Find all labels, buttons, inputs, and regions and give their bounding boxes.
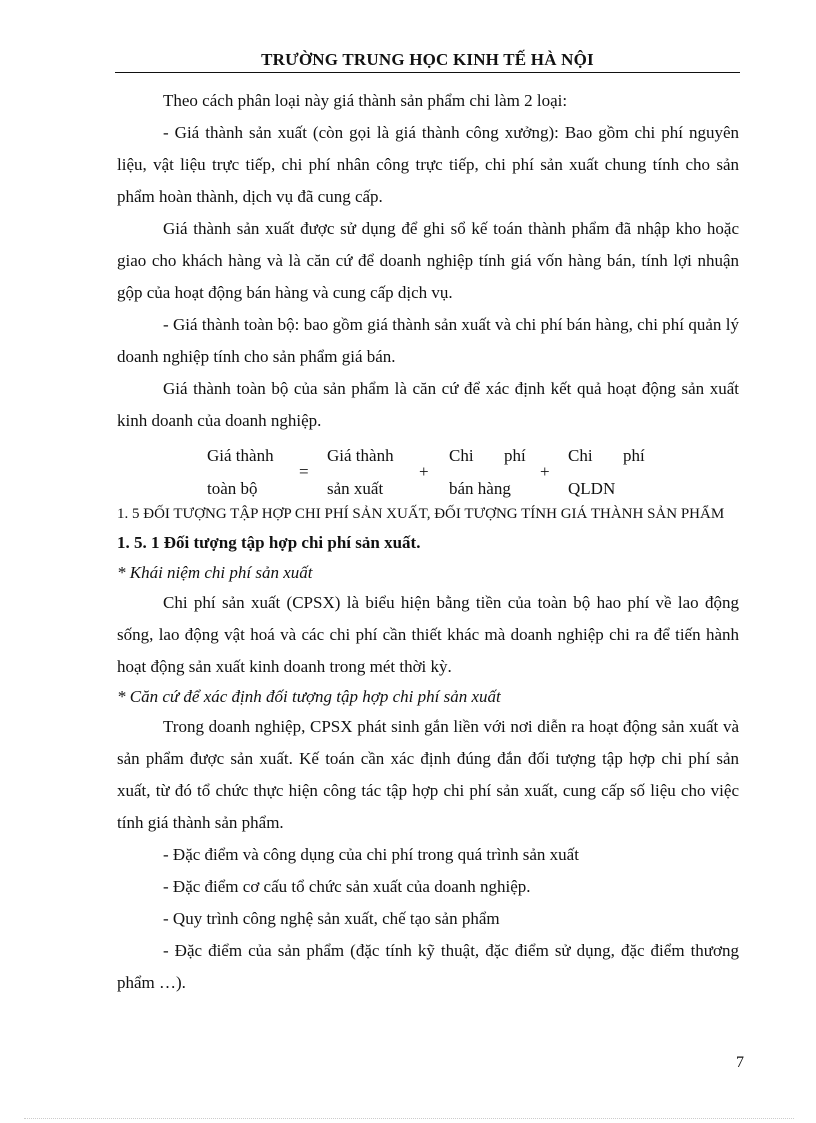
paragraph: Giá thành toàn bộ của sản phẩm là căn cứ để xác định kết quả hoạt động sản xuất kinh doanh của doanh nghiệp.: [117, 379, 739, 430]
paragraph: Trong doanh nghiệp, CPSX phát sinh gắn liền với nơi diễn ra hoạt động sản xuất và sản phẩm được sản xuất. Kế toán cần xác định đúng đắn đối tượng tập hợp chi phí sản xuất, từ đó tổ chức thực hiện công tác tập hợp chi phí sản xuất, cung cấp số liệu cho việc tính giá thành sản phẩm.: [117, 717, 739, 832]
bullet-item: - Quy trình công nghệ sản xuất, chế tạo sản phẩm: [163, 909, 500, 928]
italic-label: * Căn cứ để xác định đối tượng tập hợp chi phí sản xuất: [117, 687, 501, 706]
subsection-heading: 1. 5. 1 Đối tượng tập hợp chi phí sản xuất.: [117, 533, 421, 552]
page-number: 7: [736, 1054, 744, 1071]
paragraph: Theo cách phân loại này giá thành sản phẩm chi làm 2 loại:: [163, 91, 568, 110]
formula-term-1b: toàn bộ: [207, 479, 258, 498]
formula-term-3a: Chi: [449, 446, 474, 465]
page-header-title: TRƯỜNG TRUNG HỌC KINH TẾ HÀ NỘI: [261, 50, 594, 69]
formula-term-4a2: phí: [623, 446, 645, 465]
formula-term-3a2: phí: [504, 446, 526, 465]
section-heading: 1. 5 ĐỐI TƯỢNG TẬP HỢP CHI PHÍ SẢN XUẤT, ĐỐI TƯỢNG TÍNH GIÁ THÀNH SẢN PHẨM: [117, 506, 725, 522]
cost-formula: [117, 437, 739, 501]
italic-label: * Khái niệm chi phí sản xuất: [117, 563, 313, 582]
page-bottom-dotted-line: [24, 1118, 794, 1119]
formula-term-2b: sản xuất: [327, 479, 384, 498]
formula-term-2a: Giá thành: [327, 446, 394, 465]
page-body: [117, 85, 739, 999]
formula-term-4b: QLDN: [568, 479, 616, 498]
bullet-item: - Đặc điểm và công dụng của chi phí trong quá trình sản xuất: [163, 845, 579, 864]
paragraph: - Giá thành sản xuất (còn gọi là giá thành công xưởng): Bao gồm chi phí nguyên liệu, vật liệu trực tiếp, chi phí nhân công trực tiếp, chi phí sản xuất chung tính cho sản phẩm hoàn thành, dịch vụ đã cung cấp.: [117, 123, 739, 206]
bullet-item: - Đặc điểm cơ cấu tổ chức sản xuất của doanh nghiệp.: [163, 877, 531, 896]
formula-plus: +: [419, 462, 429, 481]
bullet-item: - Đặc điểm của sản phẩm (đặc tính kỹ thuật, đặc điểm sử dụng, đặc điểm thương phẩm …).: [117, 941, 739, 992]
paragraph: - Giá thành toàn bộ: bao gồm giá thành sản xuất và chi phí bán hàng, chi phí quản lý doanh nghiệp tính cho sản phẩm giá bán.: [117, 315, 739, 366]
formula-term-4a: Chi: [568, 446, 593, 465]
formula-term-1a: Giá thành: [207, 446, 274, 465]
formula-term-3b: bán hàng: [449, 479, 511, 498]
formula-plus: +: [540, 462, 550, 481]
header-rule: [115, 72, 740, 73]
formula-equals: =: [299, 462, 309, 481]
paragraph: Chi phí sản xuất (CPSX) là biểu hiện bằng tiền của toàn bộ hao phí về lao động sống, lao động vật hoá và các chi phí cần thiết khác mà doanh nghiệp chi ra để tiến hành hoạt động sản xuất kinh doanh trong mét thời kỳ.: [117, 593, 739, 676]
paragraph: Giá thành sản xuất được sử dụng để ghi sổ kế toán thành phẩm đã nhập kho hoặc giao cho khách hàng và là căn cứ để doanh nghiệp tính giá vốn hàng bán, tính lợi nhuận gộp của hoạt động bán hàng và cung cấp dịch vụ.: [117, 219, 739, 302]
